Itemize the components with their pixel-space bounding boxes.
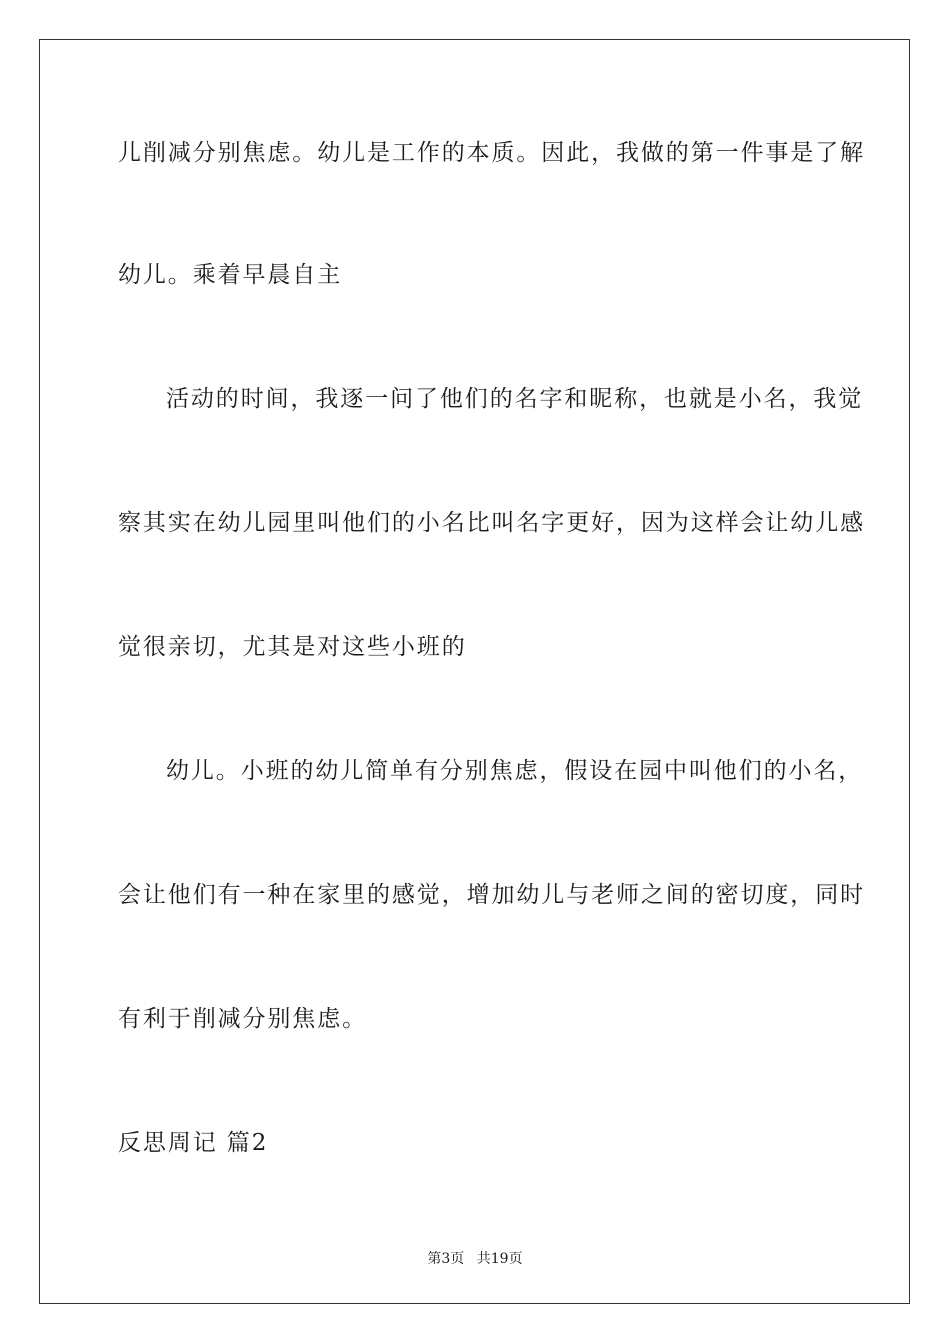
paragraph-line: 儿削减分别焦虑。幼儿是工作的本质。因此，我做的第一件事是了解 (118, 140, 865, 166)
paragraph-line: 有利于削减分别焦虑。 (118, 1006, 367, 1032)
paragraph-line: 觉很亲切，尤其是对这些小班的 (118, 634, 467, 660)
paragraph-line: 幼儿。小班的幼儿简单有分别焦虑，假设在园中叫他们的小名， (166, 758, 864, 784)
paragraph-line: 察其实在幼儿园里叫他们的小名比叫名字更好，因为这样会让幼儿感 (118, 510, 865, 536)
paragraph-line: 会让他们有一种在家里的感觉，增加幼儿与老师之间的密切度，同时 (118, 882, 865, 908)
page-footer (0, 1248, 950, 1268)
page-number: 第3页 (427, 1251, 465, 1267)
paragraph-line: 活动的时间，我逐一问了他们的名字和昵称，也就是小名，我觉 (166, 386, 864, 412)
page-count: 共19页 (476, 1251, 523, 1267)
page-border (39, 39, 910, 1304)
section-heading: 反思周记 篇2 (118, 1130, 269, 1156)
paragraph-line: 幼儿。乘着早晨自主 (118, 262, 343, 288)
